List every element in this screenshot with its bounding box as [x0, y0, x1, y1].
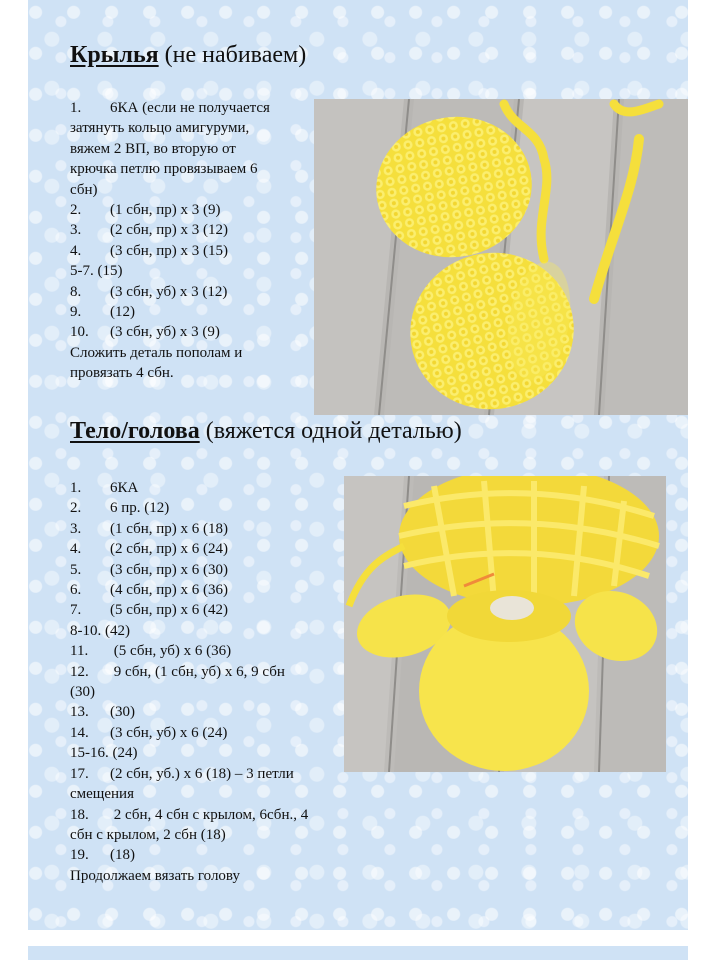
step-number: 14. — [70, 724, 89, 741]
body-photo — [344, 476, 666, 772]
instruction-line — [70, 702, 360, 722]
step-number: 2. — [70, 500, 82, 517]
step-number: 1. — [70, 480, 82, 496]
step-text: (3 сбн, уб) х 3 (12) — [110, 283, 228, 300]
step-text: (1 сбн, пр) х 3 (9) — [110, 202, 221, 219]
step-text: 6 пр. (12) — [110, 500, 170, 517]
step-number: 12. — [70, 663, 89, 680]
step-text: (2 сбн, пр) х 6 (24) — [110, 541, 229, 558]
heading-bold: Тело/голова — [70, 418, 200, 444]
step-number: 11. — [70, 643, 89, 660]
body-instructions — [70, 478, 360, 886]
step-number: 1. — [70, 100, 82, 116]
instruction-line — [70, 519, 360, 539]
step-text: 6КА (если не получается — [110, 100, 270, 116]
step-number: 4. — [70, 242, 82, 259]
instruction-line — [70, 825, 360, 845]
step-text: 9 сбн, (1 сбн, уб) х 6, 9 сбн — [110, 663, 285, 680]
instruction-line — [70, 343, 320, 363]
step-text: сбн) — [70, 181, 98, 198]
instruction-line — [70, 641, 360, 661]
instruction-line — [70, 220, 320, 240]
step-text: (4 сбн, пр) х 6 (36) — [110, 582, 229, 599]
instruction-line — [70, 845, 360, 865]
step-text: 5-7. (15) — [70, 263, 123, 280]
heading-note: (вяжется одной деталью) — [205, 418, 462, 444]
step-text: крючка петлю провязываем 6 — [70, 161, 258, 178]
step-text: сбн с крылом, 2 сбн (18) — [70, 826, 226, 843]
instruction-line — [70, 560, 360, 580]
step-text: (2 сбн, пр) х 3 (12) — [110, 222, 229, 239]
step-number: 5. — [70, 561, 82, 578]
step-number: 19. — [70, 847, 89, 864]
step-text: Сложить деталь пополам и — [70, 344, 243, 361]
instruction-line — [70, 866, 360, 886]
step-number: 3. — [70, 520, 82, 537]
instruction-line — [70, 322, 320, 342]
step-text: (30) — [110, 704, 135, 721]
step-text: (3 сбн, уб) х 6 (24) — [110, 724, 228, 741]
step-number: 10. — [70, 324, 89, 341]
instruction-line — [70, 302, 320, 322]
section-heading-wings — [70, 42, 306, 69]
document-page — [28, 0, 688, 930]
instruction-line — [70, 282, 320, 302]
step-text: (5 сбн, пр) х 6 (42) — [110, 602, 229, 619]
instruction-line — [70, 539, 360, 559]
instruction-line — [70, 600, 360, 620]
instruction-line — [70, 159, 320, 179]
wings-instructions — [70, 98, 320, 384]
instruction-line — [70, 200, 320, 220]
heading-note: (не набиваем) — [164, 42, 307, 68]
step-number: 3. — [70, 222, 82, 239]
step-text: (30) — [70, 684, 95, 701]
step-text: (3 сбн, уб) х 3 (9) — [110, 324, 220, 341]
instruction-line — [70, 784, 360, 804]
step-text: (3 сбн, пр) х 6 (30) — [110, 561, 229, 578]
step-text: Продолжаем вязать голову — [70, 867, 241, 884]
step-number: 18. — [70, 806, 89, 823]
step-text: (1 сбн, пр) х 6 (18) — [110, 520, 229, 537]
step-text: затянуть кольцо амигуруми, — [70, 120, 250, 137]
instruction-line — [70, 723, 360, 743]
instruction-line — [70, 682, 360, 702]
instruction-line — [70, 180, 320, 200]
instruction-line — [70, 621, 360, 641]
step-text: (12) — [110, 304, 135, 321]
instruction-line — [70, 805, 360, 825]
step-number: 4. — [70, 541, 82, 558]
instruction-line — [70, 118, 320, 138]
instruction-line — [70, 139, 320, 159]
step-text: 8-10. (42) — [70, 622, 130, 639]
step-text: смещения — [70, 786, 134, 803]
heading-bold: Крылья — [70, 42, 159, 68]
step-number: 2. — [70, 202, 82, 219]
step-number: 6. — [70, 582, 82, 599]
instruction-line — [70, 261, 320, 281]
wings-photo — [314, 99, 688, 415]
step-text: провязать 4 сбн. — [70, 365, 174, 382]
instruction-line — [70, 241, 320, 261]
step-text: (18) — [110, 847, 135, 864]
instruction-line — [70, 743, 360, 763]
next-page-edge — [28, 946, 688, 960]
step-text: 15-16. (24) — [70, 745, 138, 762]
step-text: (5 сбн, уб) х 6 (36) — [110, 643, 232, 660]
instruction-line — [70, 580, 360, 600]
step-number: 9. — [70, 304, 82, 321]
instruction-line — [70, 662, 360, 682]
step-number: 7. — [70, 602, 82, 619]
step-number: 17. — [70, 765, 89, 782]
instruction-line — [70, 498, 360, 518]
instruction-line — [70, 764, 360, 784]
step-text: вяжем 2 ВП, во вторую от — [70, 140, 236, 157]
step-text: (3 сбн, пр) х 3 (15) — [110, 242, 229, 259]
step-text: 6КА — [110, 480, 139, 496]
instruction-line — [70, 98, 320, 118]
instruction-line — [70, 478, 360, 498]
step-text: (2 сбн, уб.) х 6 (18) – 3 петли — [110, 765, 294, 782]
section-heading-body — [70, 418, 462, 445]
step-number: 8. — [70, 283, 82, 300]
step-text: 2 сбн, 4 сбн с крылом, 6сбн., 4 — [110, 806, 309, 823]
step-number: 13. — [70, 704, 89, 721]
instruction-line — [70, 363, 320, 383]
